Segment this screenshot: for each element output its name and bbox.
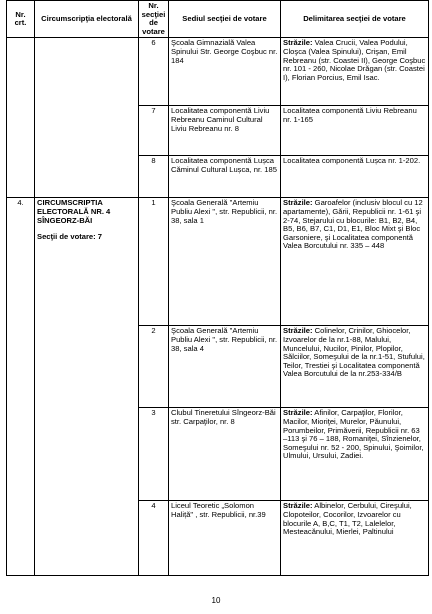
table-row	[7, 198, 429, 326]
header-nr-sectiei: Nr. secţiei de votare	[139, 1, 169, 38]
circumscription-name: CIRCUMSCRIPTIA ELECTORALĂ NR. 4 SÎNGEORZ-BĂI	[37, 198, 111, 225]
page-number: 10	[211, 596, 221, 605]
sediu-cell: Clubul Tineretului Sîngeorz-Băi str. Carpaţilor, nr. 8	[169, 408, 281, 501]
sectie-number: 8	[139, 156, 169, 198]
streets-label: Străzile:	[283, 501, 313, 511]
streets-text: Garoafelor (inclusiv blocul cu 12 apartamente), Gării, Republicii nr. 1-61 şi 2-74, Stejarului cu blocurile: B1, B2, B4, B5, B6, B7, C1, D1, E1, Bloc Mixt şi Bloc Garsoniere, şi Localitatea componentă Valea Borcutului nr. 335 – 448	[283, 198, 423, 251]
streets-label: Străzile:	[283, 38, 313, 48]
polling-stations-table	[6, 0, 429, 576]
sectie-number: 2	[139, 326, 169, 408]
delimitare-cell	[281, 38, 429, 106]
streets-label: Străzile:	[283, 326, 313, 336]
header-nr-crt: Nr. crt.	[7, 1, 35, 38]
sections-count: Secţii de votare: 7	[37, 232, 102, 242]
nr-crt-cell	[7, 38, 35, 198]
streets-text: Albinelor, Cerbului, Cireşului, Clopoteilor, Cocorilor, Izvoarelor cu blocurile A, B,C, T1, T2, Lalelelor, Mesteacănului, Mierlei, Paltinului	[283, 501, 412, 537]
delimitare-cell: Localitatea componentă Liviu Rebreanu nr. 1-165	[281, 106, 429, 156]
delimitare-cell	[281, 326, 429, 408]
header-circumscriptia: Circumscripţia electorală	[35, 1, 139, 38]
delimitare-cell	[281, 198, 429, 326]
streets-text: Colinelor, Crinilor, Ghiocelor, Izvoarelor de la nr.1-88, Malului, Muncelului, Nucilor, Pinilor, Plopilor, Sălciilor, Someşului de la nr.1-51, Stufului, Teilor, Trestiei şi Localitatea componentă Valea Borcutului de la nr.253-334/B	[283, 326, 425, 379]
circumscriptia-cell	[35, 38, 139, 198]
delimitare-cell: Localitatea componentă Lușca nr. 1-202.	[281, 156, 429, 198]
streets-label: Străzile:	[283, 198, 313, 208]
table-row	[7, 38, 429, 106]
streets-text: Afinilor, Carpaţilor, Florilor, Macilor, Mioriţei, Murelor, Păunului, Porumbeilor, Primăverii, Republicii nr. 63 –113 şi 76 – 188, Romaniţei, Sînzienelor, Someşului nr. 52 - 200, Spinului, Şoimilor, Ulmului, Ursului, Zadiei.	[283, 408, 424, 461]
nr-crt-cell: 4.	[7, 198, 35, 576]
sectie-number: 3	[139, 408, 169, 501]
sediu-cell: Şcoala Generală "Artemiu Publiu Alexi ", str. Republicii, nr. 38, sala 1	[169, 198, 281, 326]
delimitare-cell	[281, 408, 429, 501]
sediu-cell: Şcoala Gimnazială Valea Spinului Str. George Coşbuc nr. 184	[169, 38, 281, 106]
sectie-number: 1	[139, 198, 169, 326]
delimitare-cell	[281, 501, 429, 576]
header-sediul: Sediul secţiei de votare	[169, 1, 281, 38]
streets-label: Străzile:	[283, 408, 313, 418]
table-header-row	[7, 1, 429, 38]
sectie-number: 7	[139, 106, 169, 156]
circumscriptia-cell	[35, 198, 139, 576]
streets-text: Valea Crucii, Valea Podului, Cloşca (Valea Spinului), Crişan, Emil Rebreanu (str. Coastei II), George Coşbuc nr. 101 - 260, Nicolae Drăgan (str. Coastei I), Florian Porcius, Emil Isac.	[283, 38, 426, 82]
header-delimitarea: Delimitarea secţiei de votare	[281, 1, 429, 38]
document-page	[6, 0, 428, 576]
sediu-cell: Localitatea componentă Lușca Căminul Cultural Lușca, nr. 185	[169, 156, 281, 198]
sectie-number: 4	[139, 501, 169, 576]
sediu-cell: Liceul Teoretic „Solomon Haliță" , str. Republicii, nr.39	[169, 501, 281, 576]
sediu-cell: Localitatea componentă Liviu Rebreanu Caminul Cultural Liviu Rebreanu nr. 8	[169, 106, 281, 156]
sectie-number: 6	[139, 38, 169, 106]
sediu-cell: Şcoala Generală "Artemiu Publiu Alexi ", str. Republicii, nr. 38, sala 4	[169, 326, 281, 408]
